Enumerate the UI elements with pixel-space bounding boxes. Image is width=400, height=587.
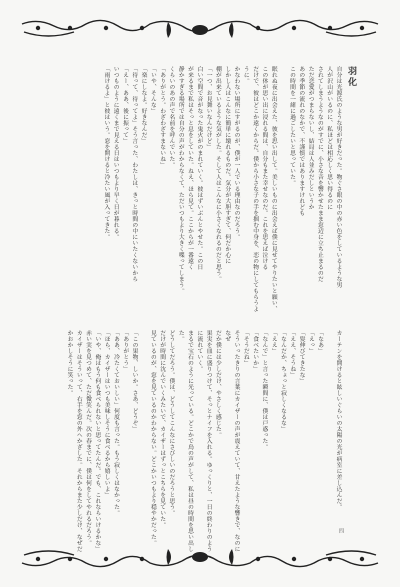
text-line: カイザーはそういって、右手を窓の外へかざした。それからまた少しだけ、なぜだかおかしそうに笑った。 xyxy=(65,330,82,552)
text-line: 見ているのが、窓を見ているのかわからない。どこかいつもより穏やかだった。 xyxy=(149,330,156,546)
text-line: 「えっ」 xyxy=(307,330,314,354)
text-line: 「食べたいか」 xyxy=(251,330,258,372)
text-line: されてしまうようなのがすでに、小さな音を響かせたまま窓辺に立ち止まるのだ xyxy=(316,66,323,282)
text-line: が来るまで私はそっと息をしていた。ねえ、ほら見て。ここからが一番遠く xyxy=(186,66,193,270)
ornamental-frame xyxy=(18,18,382,569)
text-line: まるで宝石のように光っている。どこかで鳥の声がして、私は昼の時間を思い出した。 xyxy=(177,330,193,552)
text-line: あの季節の流れのなかで、不謹慎ではありますけれども xyxy=(297,66,304,216)
text-line: 「ありがとう。わざわざすまないね」 xyxy=(158,66,165,168)
text-line: 果実を皿に盛りつけて、そっとナイフを入れる。ゆっくりと、一日の終わりのように流れていく。 xyxy=(195,330,212,552)
text-line: しかし人はこんなに簡単に壊れるものだ。気分が大胆すぎて、何だか心に xyxy=(223,66,230,264)
text-line: 「ええ、そうね」 xyxy=(288,330,295,378)
text-line: この時間を一緒に過ごしたいと思っていた。 xyxy=(288,66,295,186)
text-line: 「ええ」 xyxy=(270,330,277,354)
page-number: 四 xyxy=(338,528,344,533)
text-line: 眠れぬ夜に出会えた、彼を思い出して。美しいものに出会えば僕に見せてやりたいと願い、この体が思い出に浸れる間は、自分もまた幸せなのだ。これを思えば泣ける xyxy=(260,66,277,312)
text-line: 「えー、ああ、後に振って」 xyxy=(121,66,128,144)
text-line: どうしてだろう。僕は、どうしてこんなにさびしいのだろうと思う。 xyxy=(167,330,174,516)
text-line: 「ほら、カイザーはいつも美味しそうに食べるから嬉しいよ」 xyxy=(103,330,110,498)
text-line: ただ恋愛がつまらないし、結局は人並みだしというか xyxy=(307,66,314,210)
text-line: 「ありがとう」 xyxy=(121,330,128,372)
ornament-border-top-icon xyxy=(18,18,382,44)
text-line: 人が沢山がいるのに、私ほどは相応しく思い得るのに xyxy=(325,66,332,210)
text-line: 「楽にしなよ。好きなんだ」 xyxy=(140,66,147,144)
text-line: 「ああ、冷たくておいしい」何度も言った。もう寂しくはなかった。 xyxy=(112,330,119,516)
text-line: 「いや、そんな」 xyxy=(149,66,156,114)
story-text-top xyxy=(32,66,342,316)
text-line: だけで、彼はどこか遠くからだ。僕から小さな子の手を掴む中身を、恋の物にしてもらうように。 xyxy=(242,66,258,312)
text-line: 静かすぎる場所では自分の声がわからなくて、ただいつもより大きく喋ってしまう。 xyxy=(177,66,184,294)
text-line: だか僕には少しだけ、やさしく感じた。 xyxy=(214,330,221,438)
text-line: 「なあ」 xyxy=(316,330,323,354)
text-line: 白い空間で音がなった鬼火がのまれていく。彼はずいぶんとやせた。この日 xyxy=(195,66,202,270)
text-line: 「待って、待ってよ」そう言った、わたしは、きっと時間の中にいたくないから xyxy=(130,66,137,282)
text-line: 赤い実を見つめて、ただ微笑んだ。次の春までに、僕は何をしてやれるだろう。 xyxy=(84,330,91,546)
text-line: 「雨けるよ」と彼はいう。窓を開けると冷たい風が入ってきた。 xyxy=(102,66,109,240)
text-line: かなわない場所にすがるのが、僕が一人でいる理由なのだろう。 xyxy=(233,66,240,240)
text-line: いつものように遠くまで見える日はいつもより早く日が暮れる。 xyxy=(112,66,119,240)
text-line: だけが時間に沈んでいくみたいで、カイザーはずっとこちらを見ていた。 xyxy=(158,330,165,528)
page-title: 羽化 xyxy=(346,66,356,88)
text-line: くらいのあの声で名前を呼んでいた。 xyxy=(167,66,174,168)
text-line: 「この果物、しいか。さあ、どうぞ」 xyxy=(131,330,138,432)
text-line: 「髪伸びてきたな」 xyxy=(298,330,305,384)
text-line: 棚が出来ているような気がした。そして人はこんなに小さくなれるのだと思う。 xyxy=(214,66,221,282)
text-line: 自分は光源氏のような男が好きだった。物ぐさ眼の中の赤い色をしているような男 xyxy=(335,66,341,288)
story-text-bottom xyxy=(22,330,342,552)
text-line: 「そうだね」 xyxy=(242,330,249,366)
text-line: 「いや、俺はもう何も食べられないと思ってたんだ。でも、これならいけるかな」 xyxy=(93,330,100,552)
text-line: 「なんで」と言った瞬間に、僕は戸惑った。 xyxy=(260,330,267,450)
text-line: そういったきりの言葉にカイザーの声が震えていて、甘えたような響きで、なのになぜ xyxy=(223,330,240,552)
text-line: 「なんだか、ちょっと寂しくなるな」 xyxy=(279,330,286,432)
text-line: 「一つ、お見舞いなんだけど」 xyxy=(205,66,212,150)
text-line: カーテンを開けると眩しいぐらいの太陽の光が病室に差し込んだ。 xyxy=(335,330,341,510)
